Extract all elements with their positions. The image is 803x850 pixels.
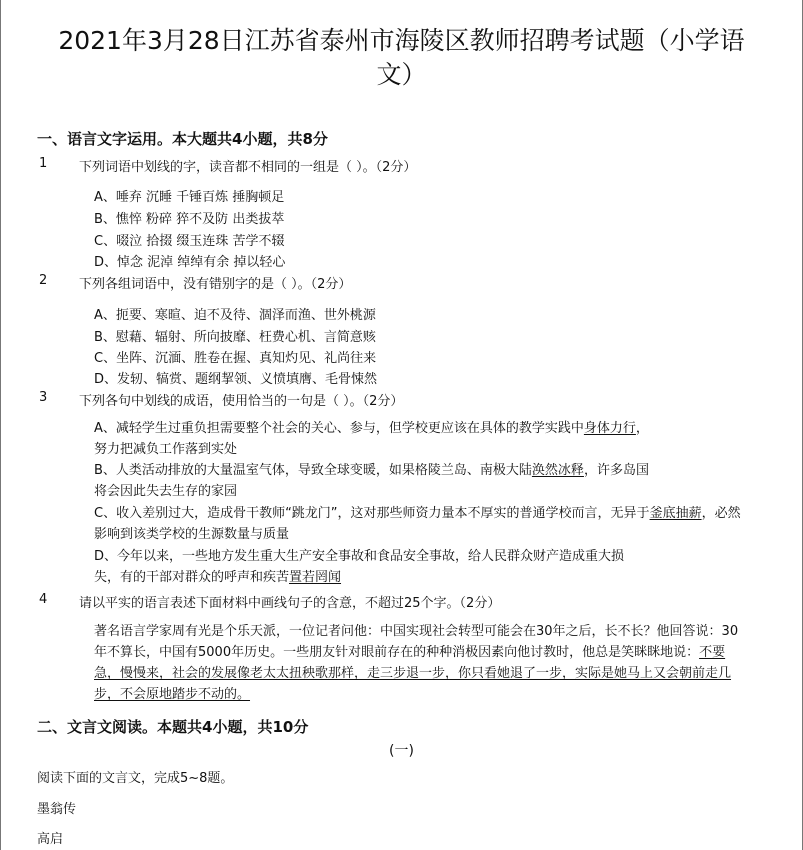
option-a: A、扼要、寒暄、迫不及待、涸泽而渔、世外桃源 <box>94 308 376 323</box>
exam-title: 2021年3月28日江苏省泰州市海陵区教师招聘考试题（小学语文） <box>58 26 745 89</box>
option-d: D、发轫、犒赏、题纲挈领、义愤填膺、毛骨悚然 <box>94 372 378 387</box>
underlined-idiom: 身体力行 <box>583 421 636 436</box>
reading-instructions: 阅读下面的文言文，完成5~8题。 <box>37 771 234 786</box>
question-stem: 下列各句中划线的成语，使用恰当的一句是（ ）。（2分） <box>79 394 404 409</box>
section2-heading: 二、文言文阅读。本题共4小题，共10分 <box>37 718 309 736</box>
option-d: D、今年以来，一些地方发生重大生产安全事故和食品安全事故，给人民群众财产造成重大损 失，有的干部对群众的呼声和疾苦置若罔闻 <box>94 549 625 585</box>
question-number: 2 <box>39 273 48 288</box>
underlined-idiom: 釜底抽薪 <box>649 506 702 521</box>
option-a: A、唾弃 沉睡 千锤百炼 捶胸顿足 <box>94 190 285 205</box>
option-c: C、坐阵、沉湎、胜卷在握、真知灼见、礼尚往来 <box>94 351 377 366</box>
option-b: B、慰藉、辐射、所向披靡、枉费心机、言简意赅 <box>94 330 376 345</box>
option-a: A、减轻学生过重负担需要整个社会的关心、参与，但学校更应该在具体的教学实践中身体力行， 努力把减负工作落到实处 <box>94 421 649 457</box>
question-number: 1 <box>39 156 48 171</box>
option-b: B、憔悴 粉碎 猝不及防 出类拔萃 <box>94 212 285 227</box>
question-number: 3 <box>39 390 48 405</box>
option-d: D、悼念 泥淖 绰绰有余 掉以轻心 <box>94 255 286 270</box>
part-label: (一) <box>389 743 414 759</box>
underlined-idiom: 置若罔闻 <box>289 570 342 585</box>
question-number: 4 <box>39 592 48 607</box>
question-stem: 请以平实的语言表述下面材料中画线句子的含意，不超过25个字。（2分） <box>79 596 501 611</box>
question-stem: 下列各组词语中，没有错别字的是（ ）。（2分） <box>79 277 352 292</box>
option-b: B、人类活动排放的大量温室气体，导致全球变暖，如果格陵兰岛、南极大陆涣然冰释，许多岛国 将会因此失去生存的家园 <box>94 463 649 499</box>
section1-heading: 一、语言文字运用。本大题共4小题，共8分 <box>37 130 328 148</box>
material-passage: 著名语言学家周有光是个乐天派，一位记者问他：中国实现社会转型可能会在30年之后，长不长？他回答说：30年不算长，中国有5000年历史。一些朋友针对眼前存在的种种消极因素向他讨教时，他总是笑眯眯地说：不要急，慢慢来，社会的发展像老太太扭秧歌那样，走三步退一步，你只看她退了一步，实际是她马上又会朝前走几步，不会原地踏步不动的。 <box>94 624 739 702</box>
question-stem: 下列词语中划线的字，读音都不相同的一组是（ ）。（2分） <box>79 160 417 175</box>
passage-title: 墨翁传 <box>37 802 77 817</box>
passage-author: 高启 <box>37 832 64 847</box>
underlined-idiom: 涣然冰释 <box>531 463 584 478</box>
option-c: C、收入差别过大，造成骨干教师“跳龙门”，这对那些师资力量本不厚实的普通学校而言，无异于釜底抽薪，必然影响到该类学校的生源数量与质量 <box>94 506 741 542</box>
exam-page <box>1 0 802 850</box>
underlined-sentence: 不要急，慢慢来，社会的发展像老太太扭秧歌那样，走三步退一步，你只看她退了一步，实际是她马上又会朝前走几步，不会原地踏步不动的。 <box>94 645 732 702</box>
option-c: C、啜泣 拾掇 缀玉连珠 苦学不辍 <box>94 234 285 249</box>
